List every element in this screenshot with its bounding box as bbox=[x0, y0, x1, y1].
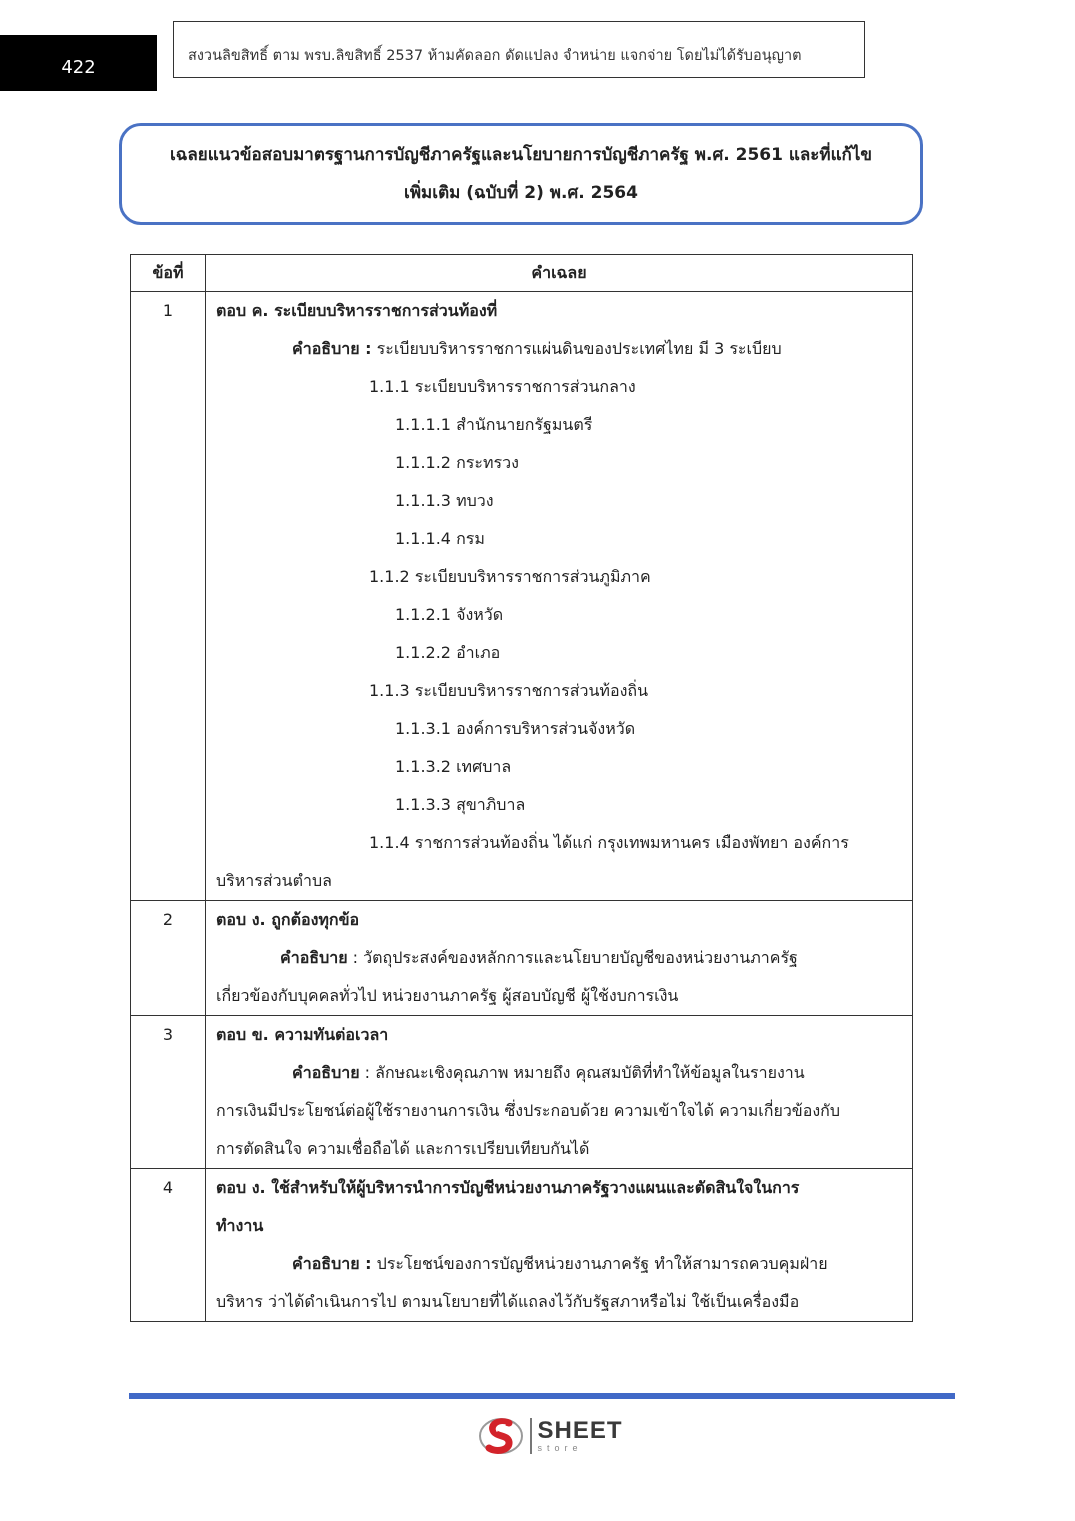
outline-subitem: 1.1.2.1 จังหวัด bbox=[395, 605, 504, 624]
document-title-box bbox=[119, 123, 923, 225]
explanation-label: คำอธิบาย : bbox=[292, 339, 372, 358]
outline-item: 1.1.3 ระเบียบบริหารราชการส่วนท้องถิ่น bbox=[369, 681, 648, 700]
explanation-line bbox=[216, 1245, 902, 1283]
logo-wordmark: SHEET bbox=[537, 1417, 623, 1444]
outline-subitem: 1.1.1.4 กรม bbox=[395, 529, 485, 548]
outline-subitem: 1.1.3.2 เทศบาล bbox=[395, 757, 512, 776]
sheet-logo-icon bbox=[478, 1413, 524, 1459]
explanation-line bbox=[216, 939, 902, 977]
outline-subitem: 1.1.1.2 กระทรวง bbox=[395, 453, 519, 472]
explanation-text: ระเบียบบริหารราชการแผ่นดินของประเทศไทย มี 3 ระเบียบ bbox=[371, 339, 782, 358]
table-row bbox=[131, 901, 913, 1016]
answer-cell bbox=[206, 901, 913, 1016]
sheet-store-logo bbox=[478, 1413, 623, 1459]
answer-text-continuation: ทำงาน bbox=[216, 1216, 264, 1235]
column-header-number: ข้อที่ bbox=[131, 255, 206, 292]
document-title-line-2: เพิ่มเติม (ฉบับที่ 2) พ.ศ. 2564 bbox=[404, 183, 638, 203]
table-row bbox=[131, 292, 913, 901]
question-number: 1 bbox=[131, 292, 206, 901]
outline-subitem: 1.1.1.3 ทบวง bbox=[395, 491, 494, 510]
explanation-line: การเงินมีประโยชน์ต่อผู้ใช้รายงานการเงิน ซึ่งประกอบด้วย ความเข้าใจได้ ความเกี่ยวข้องกับ bbox=[216, 1101, 841, 1120]
question-number: 2 bbox=[131, 901, 206, 1016]
answer-text: ตอบ ง. ใช้สำหรับให้ผู้บริหารนำการบัญชีหน่วยงานภาครัฐวางแผนและตัดสินใจในการ bbox=[216, 1178, 800, 1197]
logo-subtitle: store bbox=[537, 1443, 583, 1453]
document-title-line-1: เฉลยแนวข้อสอบมาตรฐานการบัญชีภาครัฐและนโยบายการบัญชีภาครัฐ พ.ศ. 2561 และที่แก้ไข bbox=[169, 145, 873, 165]
answer-table bbox=[130, 254, 913, 1322]
answer-cell bbox=[206, 1169, 913, 1322]
table-row bbox=[131, 1016, 913, 1169]
outline-subitem: 1.1.1.1 สำนักนายกรัฐมนตรี bbox=[395, 415, 593, 434]
explanation-line bbox=[216, 330, 902, 368]
question-number: 4 bbox=[131, 1169, 206, 1322]
outline-subitem: 1.1.2.2 อำเภอ bbox=[395, 643, 501, 662]
logo-text bbox=[538, 1419, 623, 1453]
outline-subitem: 1.1.3.3 สุขาภิบาล bbox=[395, 795, 526, 814]
explanation-line: เกี่ยวข้องกับบุคคลทั่วไป หน่วยงานภาครัฐ ผู้สอบบัญชี ผู้ใช้งบการเงิน bbox=[216, 986, 679, 1005]
outline-item: 1.1.2 ระเบียบบริหารราชการส่วนภูมิภาค bbox=[369, 567, 651, 586]
outline-item: 1.1.4 ราชการส่วนท้องถิ่น ได้แก่ กรุงเทพมหานคร เมืองพัทยา องค์การ bbox=[369, 833, 849, 852]
copyright-notice: สงวนลิขสิทธิ์ ตาม พรบ.ลิขสิทธิ์ 2537 ห้ามคัดลอก ดัดแปลง จำหน่าย แจกจ่าย โดยไม่ได้รับอนุญาต bbox=[173, 21, 865, 78]
answer-text: ตอบ ง. ถูกต้องทุกข้อ bbox=[216, 910, 360, 929]
question-number: 3 bbox=[131, 1016, 206, 1169]
table-row bbox=[131, 1169, 913, 1322]
footer-divider bbox=[129, 1393, 955, 1399]
page-number: 422 bbox=[0, 35, 157, 91]
answer-cell bbox=[206, 1016, 913, 1169]
answer-text: ตอบ ข. ความทันต่อเวลา bbox=[216, 1025, 389, 1044]
outline-subitem: 1.1.3.1 องค์การบริหารส่วนจังหวัด bbox=[395, 719, 636, 738]
explanation-line: บริหาร ว่าได้ดำเนินการไป ตามนโยบายที่ได้แถลงไว้กับรัฐสภาหรือไม่ ใช้เป็นเครื่องมือ bbox=[216, 1292, 800, 1311]
explanation-label: คำอธิบาย : bbox=[292, 1254, 372, 1273]
logo-separator bbox=[530, 1418, 532, 1454]
column-header-answer: คำเฉลย bbox=[206, 255, 913, 292]
explanation-label: คำอธิบาย bbox=[280, 948, 348, 967]
outline-item: 1.1.1 ระเบียบบริหารราชการส่วนกลาง bbox=[369, 377, 636, 396]
explanation-text: : วัตถุประสงค์ของหลักการและนโยบายบัญชีของหน่วยงานภาครัฐ bbox=[347, 948, 798, 967]
explanation-text: ประโยชน์ของการบัญชีหน่วยงานภาครัฐ ทำให้สามารถควบคุมฝ่าย bbox=[371, 1254, 828, 1273]
explanation-text: : ลักษณะเชิงคุณภาพ หมายถึง คุณสมบัติที่ทำให้ข้อมูลในรายงาน bbox=[359, 1063, 805, 1082]
answer-cell bbox=[206, 292, 913, 901]
explanation-line: การตัดสินใจ ความเชื่อถือได้ และการเปรียบเทียบกันได้ bbox=[216, 1139, 590, 1158]
explanation-label: คำอธิบาย bbox=[292, 1063, 360, 1082]
outline-item-continuation: บริหารส่วนตำบล bbox=[216, 871, 332, 890]
table-header-row bbox=[131, 255, 913, 292]
answer-text: ตอบ ค. ระเบียบบริหารราชการส่วนท้องที่ bbox=[216, 301, 498, 320]
explanation-line bbox=[216, 1054, 902, 1092]
